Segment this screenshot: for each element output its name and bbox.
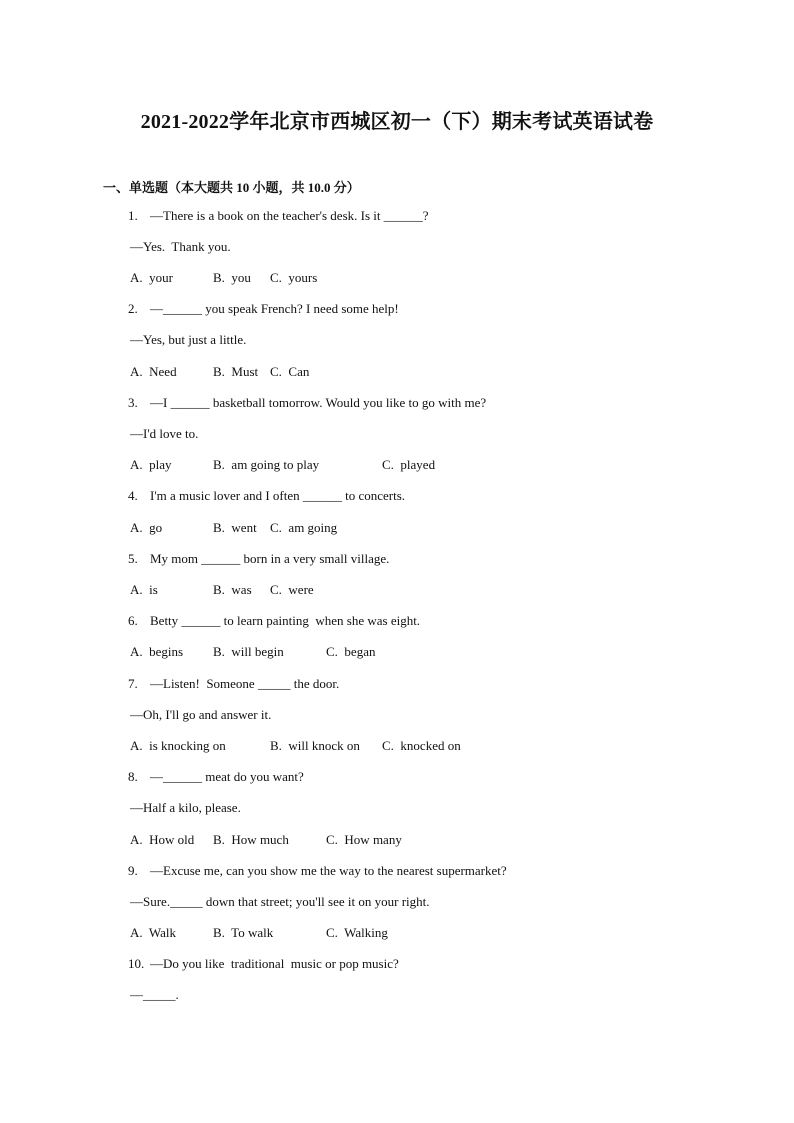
option-c[interactable]: C. How many xyxy=(326,832,402,847)
question-7-reply: —Oh, I'll go and answer it. xyxy=(130,707,272,722)
option-a[interactable]: A. begins xyxy=(130,644,184,659)
question-9-reply: —Sure._____ down that street; you'll see it on your right. xyxy=(130,894,430,909)
option-c[interactable]: C. played xyxy=(382,457,436,472)
option-b[interactable]: B. you xyxy=(213,270,251,285)
question-number: 3. xyxy=(128,395,138,410)
option-b[interactable]: B. Must xyxy=(213,364,259,379)
question-text: —______ meat do you want? xyxy=(150,769,304,784)
option-a[interactable]: A. Walk xyxy=(130,925,177,940)
question-number: 6. xyxy=(128,613,138,628)
question-6-stem xyxy=(128,613,420,629)
question-4-stem xyxy=(128,488,405,504)
question-number: 5. xyxy=(128,551,138,566)
question-1-stem xyxy=(128,208,429,224)
option-b[interactable]: B. How much xyxy=(213,832,289,847)
question-2-stem xyxy=(128,301,399,317)
question-text: —______ you speak French? I need some help! xyxy=(150,301,399,316)
question-text: —Do you like traditional music or pop music? xyxy=(150,956,399,971)
question-1-reply: —Yes. Thank you. xyxy=(130,239,231,254)
question-text: —There is a book on the teacher's desk. Is it ______? xyxy=(150,208,429,223)
option-b[interactable]: B. went xyxy=(213,520,257,535)
section-heading: 一、单选题（本大题共 10 小题，共 10.0 分） xyxy=(103,180,360,195)
question-3-reply: —I'd love to. xyxy=(130,426,199,441)
option-b[interactable]: B. will begin xyxy=(213,644,284,659)
question-8-stem xyxy=(128,769,304,785)
question-number: 10. xyxy=(128,956,145,971)
option-b[interactable]: B. am going to play xyxy=(213,457,320,472)
exam-title: 2021-2022学年北京市西城区初一（下）期末考试英语试卷 xyxy=(140,111,654,133)
option-a[interactable]: A. Need xyxy=(130,364,177,379)
option-c[interactable]: C. yours xyxy=(270,270,318,285)
question-number: 9. xyxy=(128,863,138,878)
question-number: 2. xyxy=(128,301,138,316)
question-text: —Excuse me, can you show me the way to the nearest supermarket? xyxy=(150,863,507,878)
option-c[interactable]: C. Can xyxy=(270,364,310,379)
option-c[interactable]: C. am going xyxy=(270,520,338,535)
question-number: 1. xyxy=(128,208,138,223)
question-number: 7. xyxy=(128,676,138,691)
question-9-stem xyxy=(128,863,507,879)
question-5-stem xyxy=(128,551,389,567)
question-text: —Listen! Someone _____ the door. xyxy=(150,676,340,691)
question-10-stem xyxy=(128,956,399,972)
question-number: 8. xyxy=(128,769,138,784)
question-10-reply: —_____. xyxy=(130,987,179,1002)
option-a[interactable]: A. How old xyxy=(130,832,195,847)
question-text: I'm a music lover and I often ______ to concerts. xyxy=(150,488,406,503)
question-number: 4. xyxy=(128,488,138,503)
option-a[interactable]: A. is xyxy=(130,582,158,597)
option-a[interactable]: A. play xyxy=(130,457,172,472)
option-b[interactable]: B. was xyxy=(213,582,252,597)
question-8-reply: —Half a kilo, please. xyxy=(130,800,241,815)
option-b[interactable]: B. will knock on xyxy=(270,738,360,753)
question-text: —I ______ basketball tomorrow. Would you like to go with me? xyxy=(150,395,487,410)
option-c[interactable]: C. began xyxy=(326,644,376,659)
option-b[interactable]: B. To walk xyxy=(213,925,274,940)
option-a[interactable]: A. go xyxy=(130,520,163,535)
option-a[interactable]: A. your xyxy=(130,270,173,285)
question-3-stem xyxy=(128,395,486,411)
option-c[interactable]: C. knocked on xyxy=(382,738,461,753)
option-a[interactable]: A. is knocking on xyxy=(130,738,226,753)
option-c[interactable]: C. Walking xyxy=(326,925,388,940)
question-text: Betty ______ to learn painting when she was eight. xyxy=(150,613,421,628)
question-text: My mom ______ born in a very small village. xyxy=(150,551,390,566)
question-2-reply: —Yes, but just a little. xyxy=(130,332,247,347)
option-c[interactable]: C. were xyxy=(270,582,314,597)
question-7-stem xyxy=(128,676,339,692)
